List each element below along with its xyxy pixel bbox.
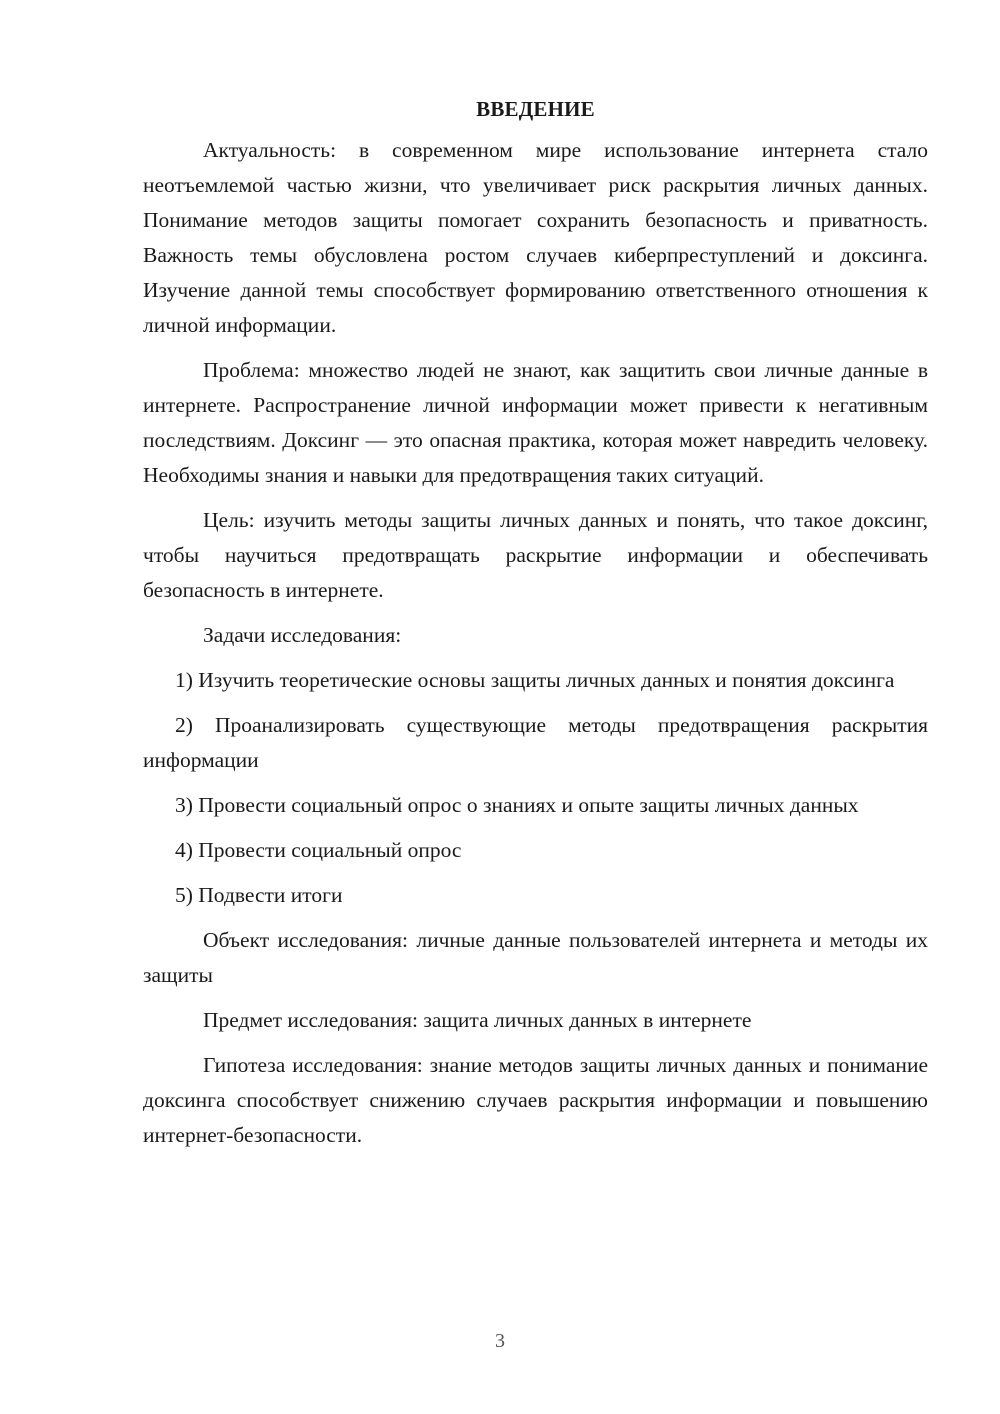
section-heading: ВВЕДЕНИЕ — [476, 97, 595, 121]
task-item-5: 5) Подвести итоги — [175, 883, 343, 907]
hypothesis-paragraph: Гипотеза исследования: знание методов защиты личных данных и понимание доксинга способствует снижению случаев раскрытия информации и повышению интернет-безопасности. — [143, 1053, 928, 1147]
page-number: 3 — [495, 1330, 505, 1352]
tasks-list — [143, 663, 928, 913]
task-item-4: 4) Провести социальный опрос — [175, 838, 462, 862]
tasks-intro: Задачи исследования: — [203, 623, 402, 647]
object-paragraph: Объект исследования: личные данные пользователей интернета и методы их защиты — [143, 928, 928, 987]
problem-paragraph: Проблема: множество людей не знают, как защитить свои личные данные в интернете. Распространение личной информации может привести к негативным последствиям. Доксинг — это опасная практика, которая может навредить человеку. Необходимы знания и навыки для предотвращения таких ситуаций. — [143, 358, 928, 487]
goal-paragraph: Цель: изучить методы защиты личных данных и понять, что такое доксинг, чтобы научиться предотвращать раскрытие информации и обеспечивать безопасность в интернете. — [143, 508, 928, 602]
task-item-1: 1) Изучить теоретические основы защиты личных данных и понятия доксинга — [175, 668, 895, 692]
subject-paragraph: Предмет исследования: защита личных данных в интернете — [203, 1008, 752, 1032]
task-item-2: 2) Проанализировать существующие методы предотвращения раскрытия информации — [143, 713, 928, 772]
relevance-paragraph: Актуальность: в современном мире использование интернета стало неотъемлемой частью жизни, что увеличивает риск раскрытия личных данных. Понимание методов защиты помогает сохранить безопасность и приватность. Важность темы обусловлена ростом случаев киберпреступлений и доксинга. Изучение данной темы способствует формированию ответственного отношения к личной информации. — [143, 138, 928, 337]
document-page — [143, 92, 928, 1163]
task-item-3: 3) Провести социальный опрос о знаниях и опыте защиты личных данных — [175, 793, 859, 817]
